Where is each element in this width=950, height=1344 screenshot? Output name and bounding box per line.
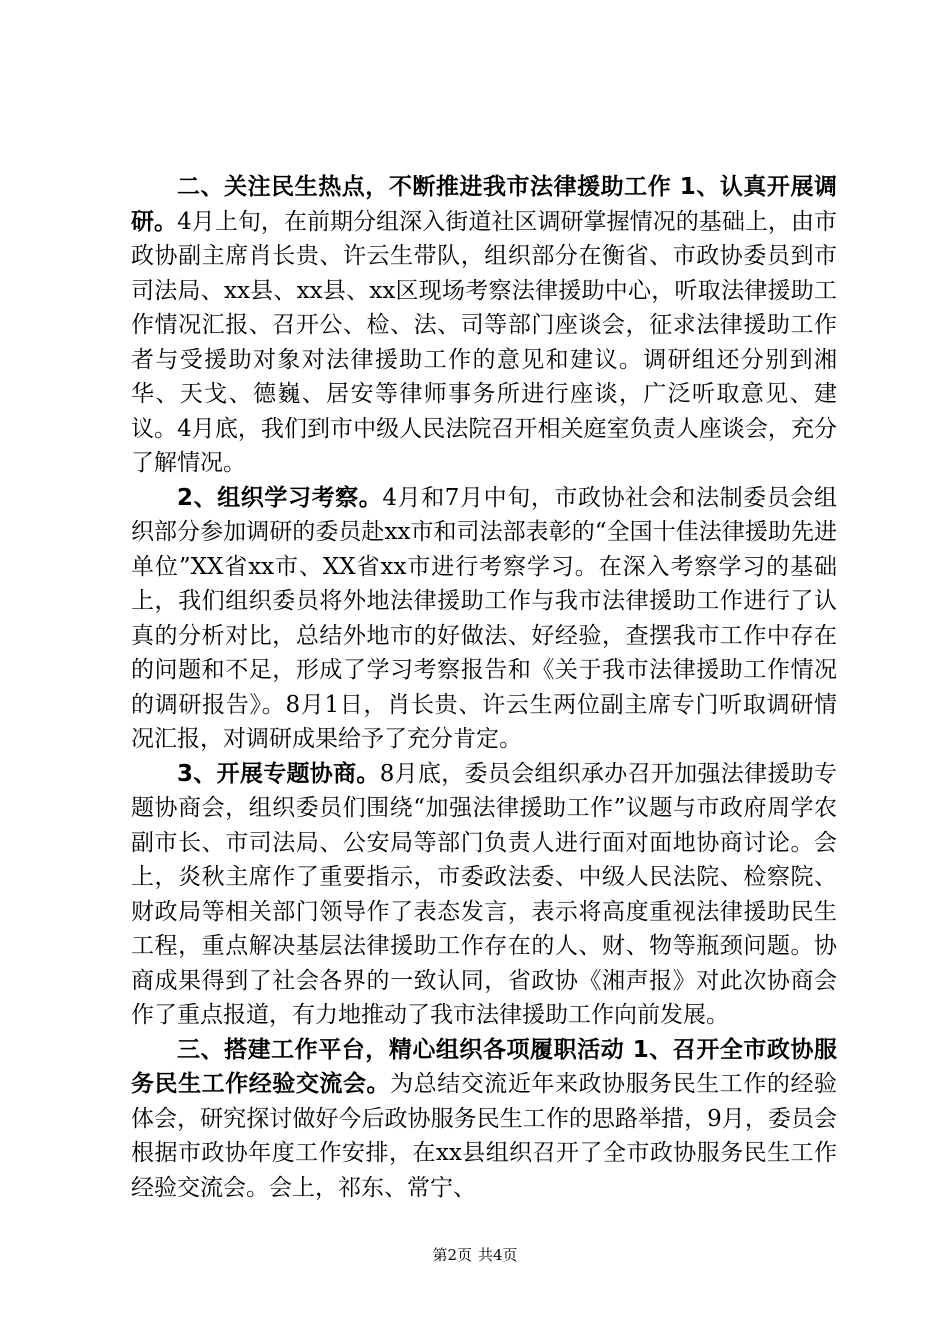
page-footer: [0, 1245, 950, 1265]
page-total: 共4页: [478, 1246, 518, 1264]
document-body: [131, 170, 837, 1205]
paragraph-4: [131, 1033, 837, 1206]
paragraph-2: [131, 481, 837, 757]
paragraph-1: [131, 170, 837, 481]
paragraph-3-text: 8月底，委员会组织承办召开加强法律援助专题协商会，组织委员们围绕“加强法律援助工作”议题与市政府周学农副市长、市司法局、公安局等部门负责人进行面对面地协商讨论。会上，炎秋主席作了重要指示，市委政法委、中级人民法院、检察院、财政局等相关部门领导作了表态发言，表示将高度重视法律援助民生工程，重点解决基层法律援助工作存在的人、财、物等瓶颈问题。协商成果得到了社会各界的一致认同，省政协《湘声报》对此次协商会作了重点报道，有力地推动了我市法律援助工作向前发展。: [131, 760, 837, 1028]
paragraph-4-heading: 三、搭建工作平台，精心组织各项履职活动 1、召开全市政协服务民生工作经验交流会。: [131, 1036, 837, 1097]
paragraph-3: [131, 757, 837, 1033]
paragraph-2-heading: 2、组织学习考察。: [177, 484, 383, 511]
paragraph-3-heading: 3、开展专题协商。: [177, 760, 380, 787]
page-number: 第2页: [432, 1246, 472, 1264]
paragraph-1-heading: 二、关注民生热点，不断推进我市法律援助工作 1、认真开展调研。: [131, 174, 837, 235]
paragraph-4-text: 为总结交流近年来政协服务民生工作的经验体会，研究探讨做好今后政协服务民生工作的思路举措，9月，委员会根据市政协年度工作安排，在xx县组织召开了全市政协服务民生工作经验交流会。会上，祁东、常宁、: [131, 1071, 838, 1201]
paragraph-1-text: 4月上旬，在前期分组深入街道社区调研掌握情况的基础上，由市政协副主席肖长贵、许云生带队，组织部分在衡省、市政协委员到市司法局、xx县、xx县、xx区现场考察法律援助中心，听取法律援助工作情况汇报、召开公、检、法、司等部门座谈会，征求法律援助工作者与受援助对象对法律援助工作的意见和建议。调研组还分别到湘华、天戈、德巍、居安等律师事务所进行座谈，广泛听取意见、建议。4月底，我们到市中级人民法院召开相关庭室负责人座谈会，充分了解情况。: [131, 208, 837, 476]
paragraph-2-text: 4月和7月中旬，市政协社会和法制委员会组织部分参加调研的委员赴xx市和司法部表彰的“全国十佳法律援助先进单位”XX省xx市、XX省xx市进行考察学习。在深入考察学习的基础上，我们组织委员将外地法律援助工作与我市法律援助工作进行了认真的分析对比，总结外地市的好做法、好经验，查摆我市工作中存在的问题和不足，形成了学习考察报告和《关于我市法律援助工作情况的调研报告》。8月1日，肖长贵、许云生两位副主席专门听取调研情况汇报，对调研成果给予了充分肯定。: [131, 484, 837, 752]
